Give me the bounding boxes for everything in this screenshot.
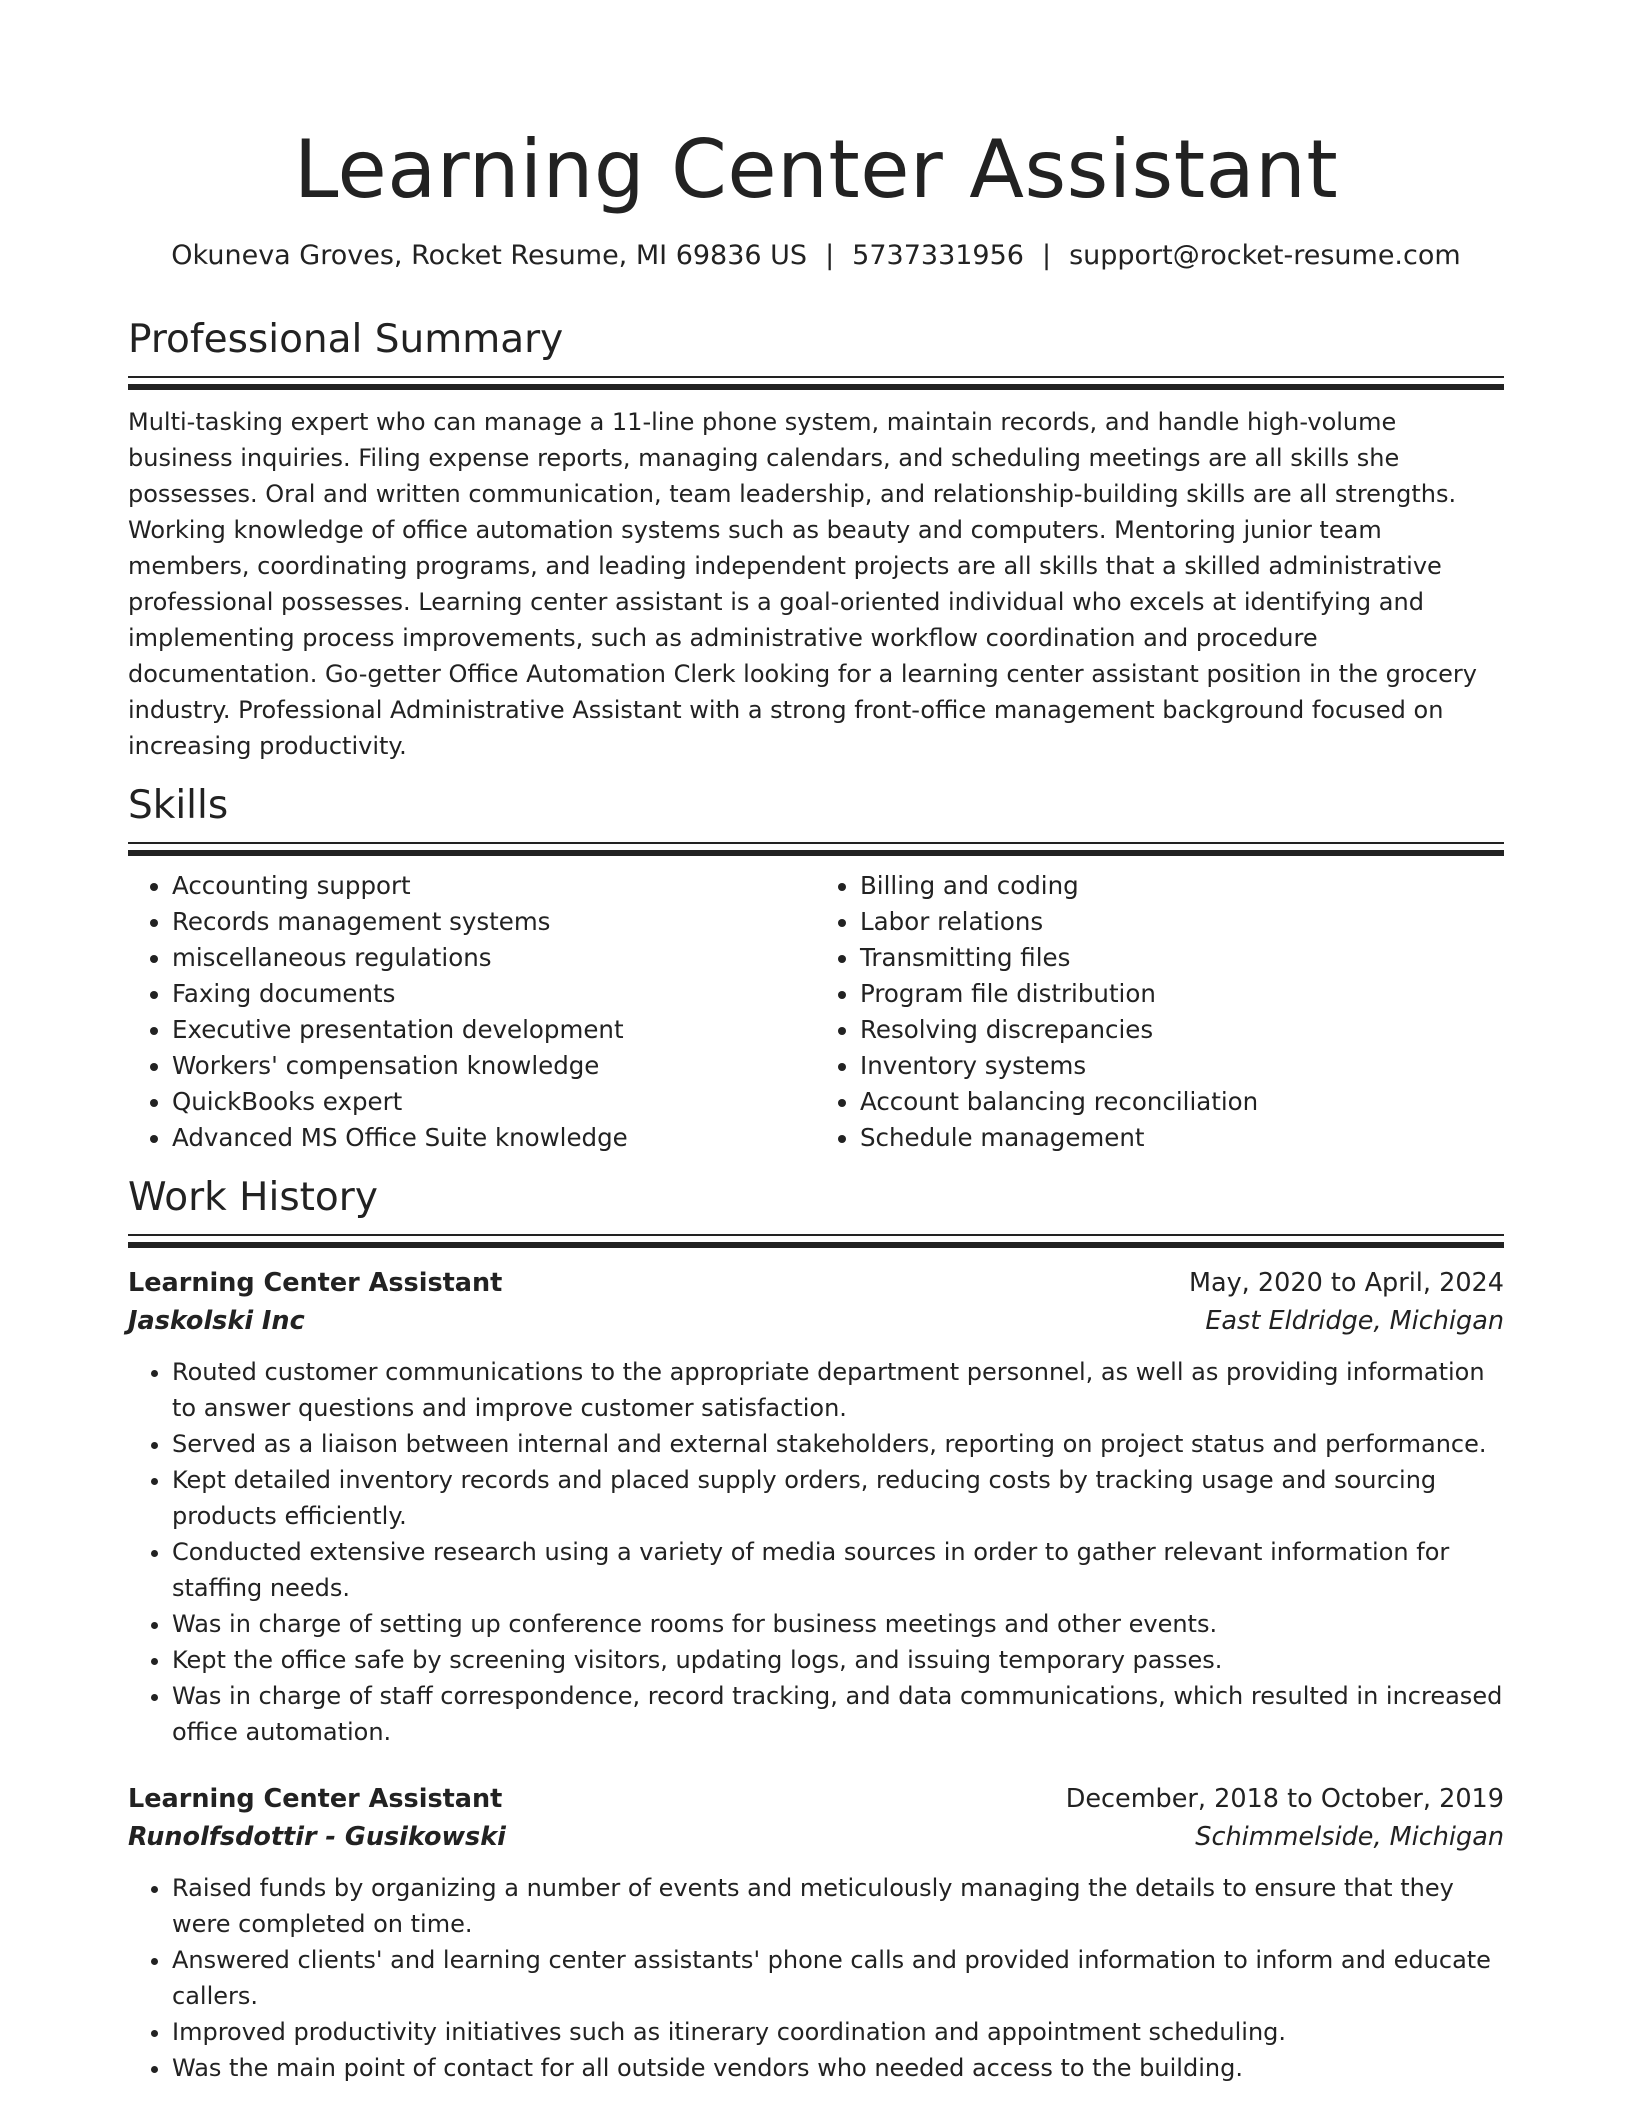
section-divider xyxy=(128,1234,1504,1248)
skills-columns xyxy=(128,868,1504,1156)
job-title: Learning Center Assistant xyxy=(128,1268,503,1298)
skill-item: • Inventory systems xyxy=(860,1048,1504,1084)
job-bullet: • Improved productivity initiatives such as itinerary coordination and appointment scheduling. xyxy=(172,2014,1504,2050)
skill-item: • Accounting support xyxy=(172,868,816,904)
job-bullet: • Was in charge of setting up conference rooms for business meetings and other events. xyxy=(172,1606,1504,1642)
job-bullet: • Conducted extensive research using a variety of media sources in order to gather relevant information for staffing needs. xyxy=(172,1534,1504,1606)
job-bullet: • Served as a liaison between internal and external stakeholders, reporting on project status and performance. xyxy=(172,1426,1504,1462)
skills-section xyxy=(128,782,1504,1156)
job-bullet: • Was the main point of contact for all outside vendors who needed access to the building. xyxy=(172,2050,1504,2086)
job-location: East Eldridge, Michigan xyxy=(1205,1306,1504,1336)
job-bullet: • Kept detailed inventory records and placed supply orders, reducing costs by tracking usage and sourcing products efficiently. xyxy=(172,1462,1504,1534)
contact-line xyxy=(128,238,1504,274)
company-name: Jaskolski Inc xyxy=(128,1306,305,1336)
contact-separator: | xyxy=(1041,240,1052,271)
job-subheader xyxy=(128,1302,1504,1340)
job-bullets xyxy=(128,1354,1504,1750)
skill-item: • Billing and coding xyxy=(860,868,1504,904)
skill-item: • Labor relations xyxy=(860,904,1504,940)
skills-list-left xyxy=(128,868,816,1156)
skill-item: • Transmitting files xyxy=(860,940,1504,976)
skill-item: • Records management systems xyxy=(172,904,816,940)
skill-item: • Executive presentation development xyxy=(172,1012,816,1048)
skill-item: • Program file distribution xyxy=(860,976,1504,1012)
section-divider xyxy=(128,376,1504,390)
contact-separator: | xyxy=(825,240,835,271)
job-title: Learning Center Assistant xyxy=(128,1784,503,1814)
job-bullet: • Answered clients' and learning center assistants' phone calls and provided information to inform and educate callers. xyxy=(172,1942,1504,2014)
job-header xyxy=(128,1780,1504,1818)
skill-item: • Workers' compensation knowledge xyxy=(172,1048,816,1084)
job-location: Schimmelside, Michigan xyxy=(1195,1822,1504,1852)
job-bullet: • Raised funds by organizing a number of events and meticulously managing the details to ensure that they were completed on time. xyxy=(172,1870,1504,1942)
job-entry xyxy=(128,1780,1504,2086)
job-dates: May, 2020 to April, 2024 xyxy=(1188,1268,1504,1298)
page-title: Learning Center Assistant xyxy=(293,123,1339,216)
skill-item: • Advanced MS Office Suite knowledge xyxy=(172,1120,816,1156)
job-header xyxy=(128,1264,1504,1302)
email-link[interactable]: support@rocket-resume.com xyxy=(1069,240,1461,271)
skills-list-right xyxy=(816,868,1504,1156)
job-bullet: • Kept the office safe by screening visitors, updating logs, and issuing temporary passes. xyxy=(172,1642,1504,1678)
company-name: Runolfsdottir - Gusikowski xyxy=(128,1822,506,1852)
skill-item: • Account balancing reconciliation xyxy=(860,1084,1504,1120)
job-bullet: • Was in charge of staff correspondence, record tracking, and data communications, which resulted in increased office automation. xyxy=(172,1678,1504,1750)
section-heading: Skills xyxy=(128,783,229,828)
professional-summary-section xyxy=(128,316,1504,764)
job-subheader xyxy=(128,1818,1504,1856)
job-dates: December, 2018 to October, 2019 xyxy=(1065,1784,1504,1814)
summary-text: Multi-tasking expert who can manage a 11-line phone system, maintain records, and handle high-volume business inquiries. Filing expense reports, managing calendars, and scheduling meetings are all skills she possesses. Oral and written communication, team leadership, and relationship-building skills are all strengths. Working knowledge of office automation systems such as beauty and computers. Mentoring junior team members, coordinating programs, and leading independent projects are all skills that a skilled administrative professional possesses. Learning center assistant is a goal-oriented individual who excels at identifying and implementing process improvements, such as administrative workflow coordination and procedure documentation. Go-getter Office Automation Clerk looking for a learning center assistant position in the grocery industry. Professional Administrative Assistant with a strong front-office management background focused on increasing productivity. xyxy=(128,408,1477,760)
phone: 5737331956 xyxy=(852,240,1024,271)
skill-item: • miscellaneous regulations xyxy=(172,940,816,976)
section-heading: Work History xyxy=(128,1175,378,1220)
address: Okuneva Groves, Rocket Resume, MI 69836 US xyxy=(171,240,808,271)
skill-item: • Schedule management xyxy=(860,1120,1504,1156)
job-entry xyxy=(128,1264,1504,1750)
section-heading: Professional Summary xyxy=(128,317,564,362)
job-bullet: • Routed customer communications to the appropriate department personnel, as well as providing information to answer questions and improve customer satisfaction. xyxy=(172,1354,1504,1426)
work-history-section xyxy=(128,1174,1504,2086)
section-divider xyxy=(128,842,1504,856)
job-bullets xyxy=(128,1870,1504,2086)
skill-item: • Faxing documents xyxy=(172,976,816,1012)
skill-item: • QuickBooks expert xyxy=(172,1084,816,1120)
skill-item: • Resolving discrepancies xyxy=(860,1012,1504,1048)
